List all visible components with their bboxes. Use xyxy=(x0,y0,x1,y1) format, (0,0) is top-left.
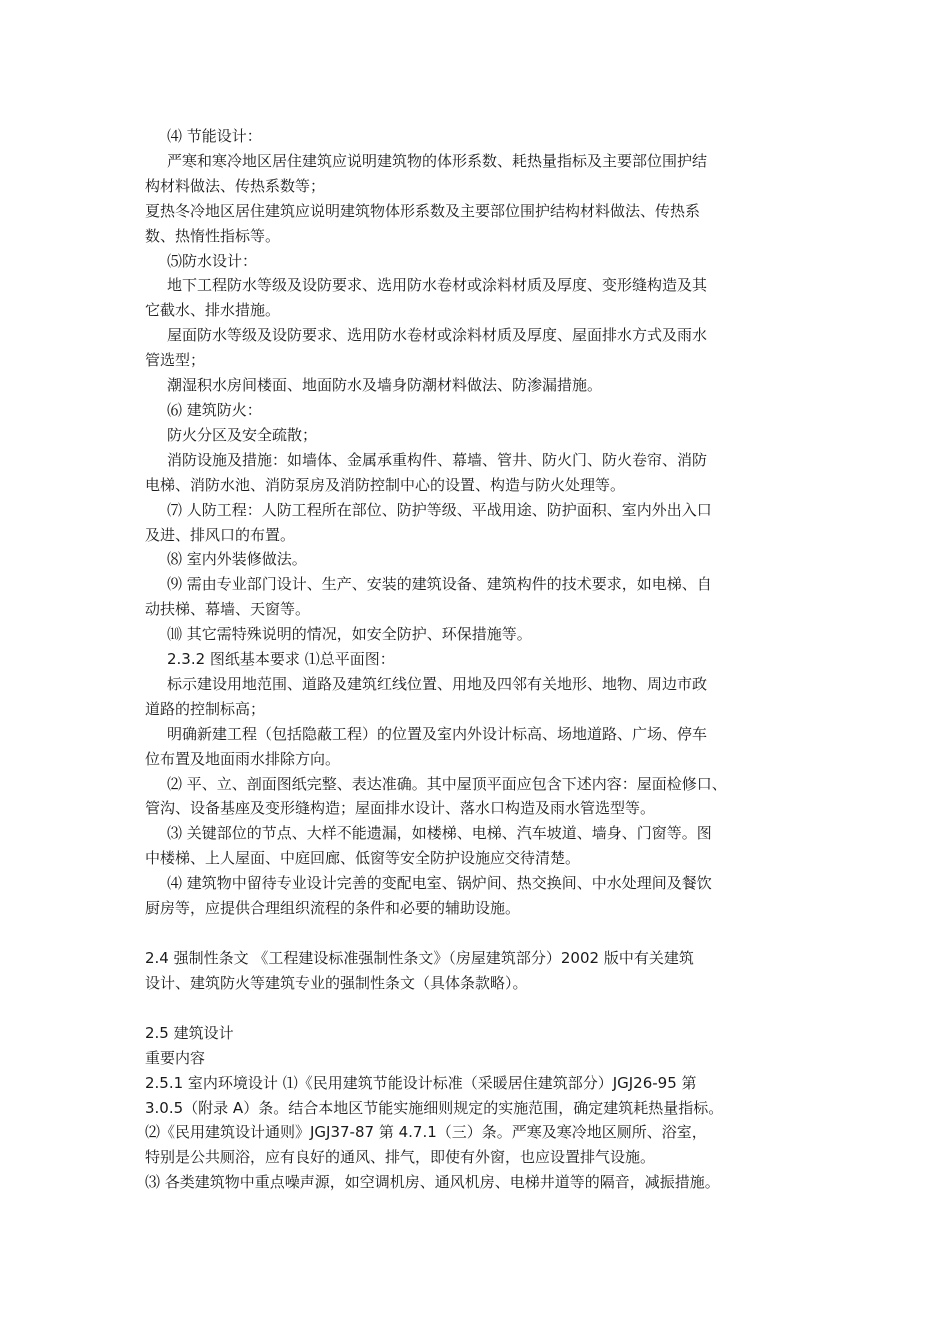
text-line: 构材料做法、传热系数等； xyxy=(145,176,326,195)
text-line: 中楼梯、上人屋面、中庭回廊、低窗等安全防护设施应交待清楚。 xyxy=(145,849,581,868)
text-line: 潮湿积水房间楼面、地面防水及墙身防潮材料做法、防渗漏措施。 xyxy=(167,376,603,395)
text-line: 它截水、排水措施。 xyxy=(145,301,281,320)
text-line: ⑶ 各类建筑物中重点噪声源，如空调机房、通风机房、电梯井道等的隔音，减振措施。 xyxy=(145,1173,720,1192)
paragraph-gap xyxy=(145,921,825,946)
text-line: ⑵《民用建筑设计通则》JGJ37-87 第 4.7.1（三）条。严寒及寒冷地区厕所、浴室， xyxy=(145,1123,707,1142)
section-heading: 2.3.2 图纸基本要求 ⑴总平面图： xyxy=(167,650,395,669)
text-line: 严寒和寒冷地区居住建筑应说明建筑物的体形系数、耗热量指标及主要部位围护结 xyxy=(167,151,708,170)
text-line: 位布置及地面雨水排除方向。 xyxy=(145,749,341,768)
text-line: ⑶ 关键部位的节点、大样不能遗漏，如楼梯、电梯、汽车坡道、墙身、门窗等。图 xyxy=(167,824,712,843)
text-line: 3.0.5（附录 A）条。结合本地区节能实施细则规定的实施范围，确定建筑耗热量指标。 xyxy=(145,1098,724,1117)
text-line: 屋面防水等级及设防要求、选用防水卷材或涂料材质及厚度、屋面排水方式及雨水 xyxy=(167,326,708,345)
text-line: 管选型； xyxy=(145,351,206,370)
text-line: ⑸防水设计： xyxy=(167,251,258,270)
text-line: 数、热惰性指标等。 xyxy=(145,226,281,245)
section-heading: 2.5 建筑设计 xyxy=(145,1023,234,1042)
text-line: 防火分区及安全疏散； xyxy=(167,425,318,444)
text-line: 特别是公共厕浴，应有良好的通风、排气，即使有外窗，也应设置排气设施。 xyxy=(145,1148,656,1167)
text-line: 管沟、设备基座及变形缝构造；屋面排水设计、落水口构造及雨水管选型等。 xyxy=(145,799,656,818)
document-body xyxy=(145,124,825,1195)
text-line: 消防设施及措施：如墙体、金属承重构件、幕墙、管井、防火门、防火卷帘、消防 xyxy=(167,450,708,469)
text-line: 夏热冬冷地区居住建筑应说明建筑物体形系数及主要部位围护结构材料做法、传热系 xyxy=(145,201,701,220)
text-line: 设计、建筑防火等建筑专业的强制性条文（具体条款略）。 xyxy=(145,973,528,992)
text-line: 明确新建工程（包括隐蔽工程）的位置及室内外设计标高、场地道路、广场、停车 xyxy=(167,724,708,743)
text-line: 及进、排风口的布置。 xyxy=(145,525,296,544)
text-line: 动扶梯、幕墙、天窗等。 xyxy=(145,600,311,619)
text-line: 厨房等，应提供合理组织流程的条件和必要的辅助设施。 xyxy=(145,899,521,918)
text-line: ⑻ 室内外装修做法。 xyxy=(167,550,307,569)
section-heading: 2.5.1 室内环境设计 ⑴《民用建筑节能设计标准（采暖居住建筑部分）JGJ26-95 第 xyxy=(145,1073,697,1092)
text-line: 重要内容 xyxy=(145,1048,206,1067)
text-line: ⑽ 其它需特殊说明的情况，如安全防护、环保措施等。 xyxy=(167,625,532,644)
text-line: 标示建设用地范围、道路及建筑红线位置、用地及四邻有关地形、地物、周边市政 xyxy=(167,674,708,693)
paragraph-gap xyxy=(145,996,825,1021)
text-line: ⑹ 建筑防火： xyxy=(167,400,262,419)
text-line: ⑺ 人防工程：人防工程所在部位、防护等级、平战用途、防护面积、室内外出入口 xyxy=(167,500,712,519)
text-line: ⑷ 建筑物中留待专业设计完善的变配电室、锅炉间、热交换间、中水处理间及餐饮 xyxy=(167,874,712,893)
text-line: ⑷ 节能设计： xyxy=(167,127,262,145)
text-line: ⑵ 平、立、剖面图纸完整、表达准确。其中屋顶平面应包含下述内容：屋面检修口、 xyxy=(167,774,727,793)
section-heading: 2.4 强制性条文 《工程建设标准强制性条文》（房屋建筑部分）2002 版中有关建筑 xyxy=(145,949,694,967)
text-line: 地下工程防水等级及设防要求、选用防水卷材或涂料材质及厚度、变形缝构造及其 xyxy=(167,276,708,295)
text-line: ⑼ 需由专业部门设计、生产、安装的建筑设备、建筑构件的技术要求，如电梯、自 xyxy=(167,575,712,594)
text-line: 电梯、消防水池、消防泵房及消防控制中心的设置、构造与防火处理等。 xyxy=(145,475,626,494)
text-line: 道路的控制标高； xyxy=(145,699,266,718)
